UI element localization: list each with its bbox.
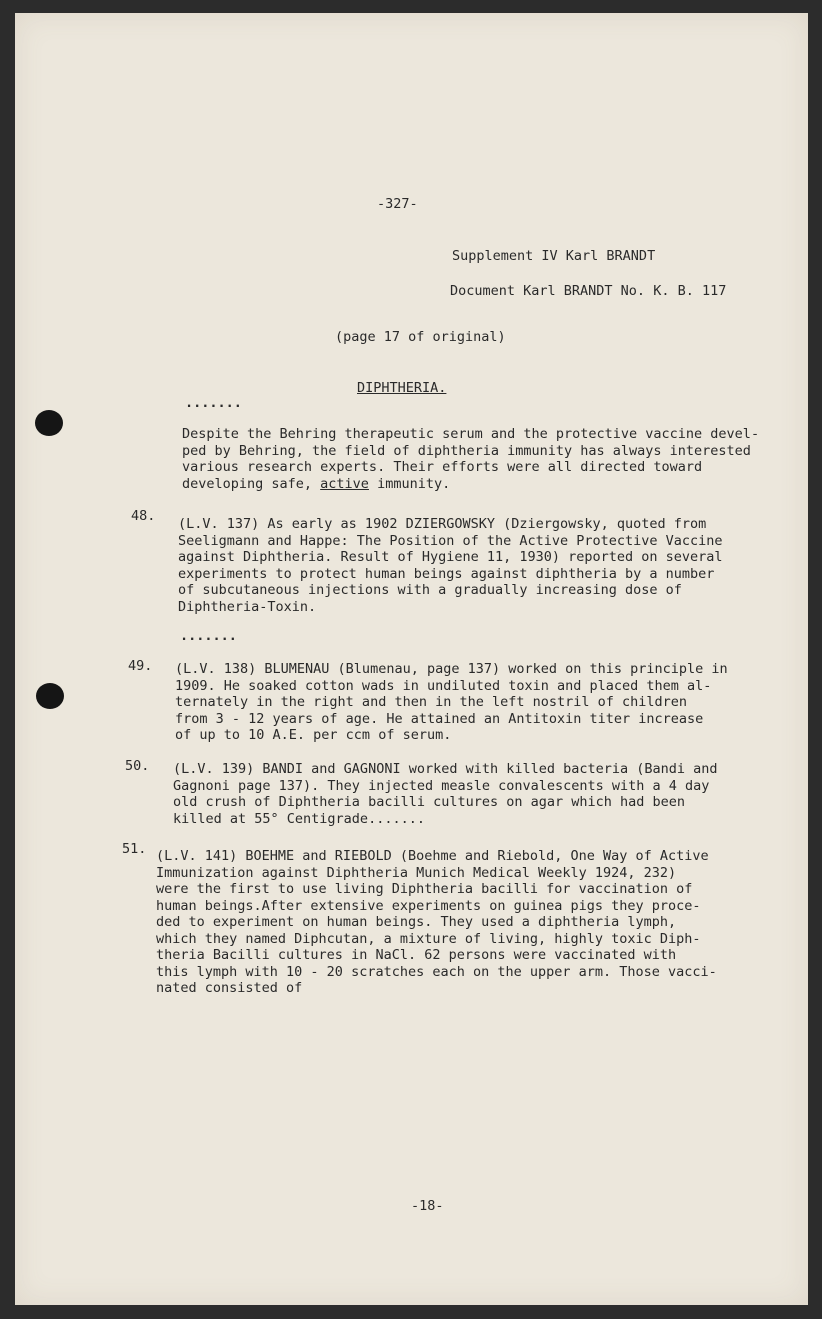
item-line: killed at 55° Centigrade....... bbox=[173, 810, 425, 827]
item-line: experiments to protect human beings against diphtheria by a number bbox=[178, 565, 715, 582]
intro-last-prefix: developing safe, bbox=[182, 475, 321, 492]
item-line: nated consisted of bbox=[156, 980, 303, 996]
item-paragraph bbox=[173, 761, 718, 827]
item-line: Seeligmann and Happe: The Position of the Active Protective Vaccine bbox=[178, 532, 723, 549]
item-line: which they named Diphcutan, a mixture of living, highly toxic Diph- bbox=[156, 930, 701, 947]
section-title: DIPHTHERIA. bbox=[357, 380, 447, 396]
item-line: ternately in the right and then in the left nostril of children bbox=[175, 694, 688, 710]
item-line: old crush of Diphtheria bacilli cultures on agar which had been bbox=[173, 794, 686, 810]
page-reference: (page 17 of original) bbox=[335, 329, 506, 345]
intro-emphasis: active bbox=[320, 475, 369, 492]
punch-hole-top bbox=[35, 410, 63, 436]
item-line: (L.V. 139) BANDI and GAGNONI worked with killed bacteria (Bandi and bbox=[173, 761, 718, 777]
item-line: Immunization against Diphtheria Munich Medical Weekly 1924, 232) bbox=[156, 864, 677, 881]
item-paragraph bbox=[175, 661, 728, 744]
item-line: ded to experiment on human beings. They used a diphtheria lymph, bbox=[156, 914, 677, 930]
page-number-top: -327- bbox=[377, 196, 418, 212]
page-number-bottom: -18- bbox=[411, 1198, 444, 1214]
intro-line-last bbox=[182, 476, 759, 493]
document-line: Document Karl BRANDT No. K. B. 117 bbox=[450, 283, 727, 299]
intro-line: Despite the Behring therapeutic serum and the protective vaccine devel- bbox=[182, 426, 760, 442]
intro-line: ped by Behring, the field of diphtheria immunity has always interested bbox=[182, 442, 751, 459]
item-line: (L.V. 141) BOEHME and RIEBOLD (Boehme and Riebold, One Way of Active bbox=[156, 848, 709, 864]
item-paragraph bbox=[178, 516, 723, 615]
item-number: 50. bbox=[125, 758, 150, 774]
item-line: (L.V. 138) BLUMENAU (Blumenau, page 137) worked on this principle in bbox=[175, 661, 728, 677]
item-number: 49. bbox=[128, 658, 153, 674]
item-line: were the first to use living Diphtheria bacilli for vaccination of bbox=[156, 881, 693, 897]
item-line: (L.V. 137) As early as 1902 DZIERGOWSKY (Dziergowsky, quoted from bbox=[178, 516, 707, 532]
item-line: of subcutaneous injections with a gradually increasing dose of bbox=[178, 582, 682, 598]
supplement-line: Supplement IV Karl BRANDT bbox=[452, 248, 656, 264]
item-line: Diphtheria-Toxin. bbox=[178, 598, 317, 615]
ellipsis-1: ....... bbox=[185, 395, 242, 411]
item-line: Gagnoni page 137). They injected measle convalescents with a 4 day bbox=[173, 777, 710, 794]
item-line: theria Bacilli cultures in NaCl. 62 persons were vaccinated with bbox=[156, 947, 677, 963]
intro-line: various research experts. Their efforts were all directed toward bbox=[182, 459, 703, 475]
item-line: against Diphtheria. Result of Hygiene 11, 1930) reported on several bbox=[178, 549, 723, 565]
punch-hole-bottom bbox=[36, 683, 64, 709]
intro-paragraph bbox=[182, 426, 759, 492]
item-number: 51. bbox=[122, 841, 147, 857]
intro-last-suffix: immunity. bbox=[368, 475, 451, 492]
item-line: 1909. He soaked cotton wads in undiluted toxin and placed them al- bbox=[175, 677, 712, 694]
item-number: 48. bbox=[131, 508, 156, 524]
item-line: from 3 - 12 years of age. He attained an Antitoxin titer increase bbox=[175, 710, 704, 727]
item-line: of up to 10 A.E. per ccm of serum. bbox=[175, 727, 452, 743]
ellipsis-2: ....... bbox=[180, 628, 237, 644]
item-line: human beings.After extensive experiments on guinea pigs they proce- bbox=[156, 897, 701, 914]
document-page bbox=[15, 13, 808, 1305]
item-paragraph bbox=[156, 848, 717, 997]
item-line: this lymph with 10 - 20 scratches each on the upper arm. Those vacci- bbox=[156, 963, 717, 980]
